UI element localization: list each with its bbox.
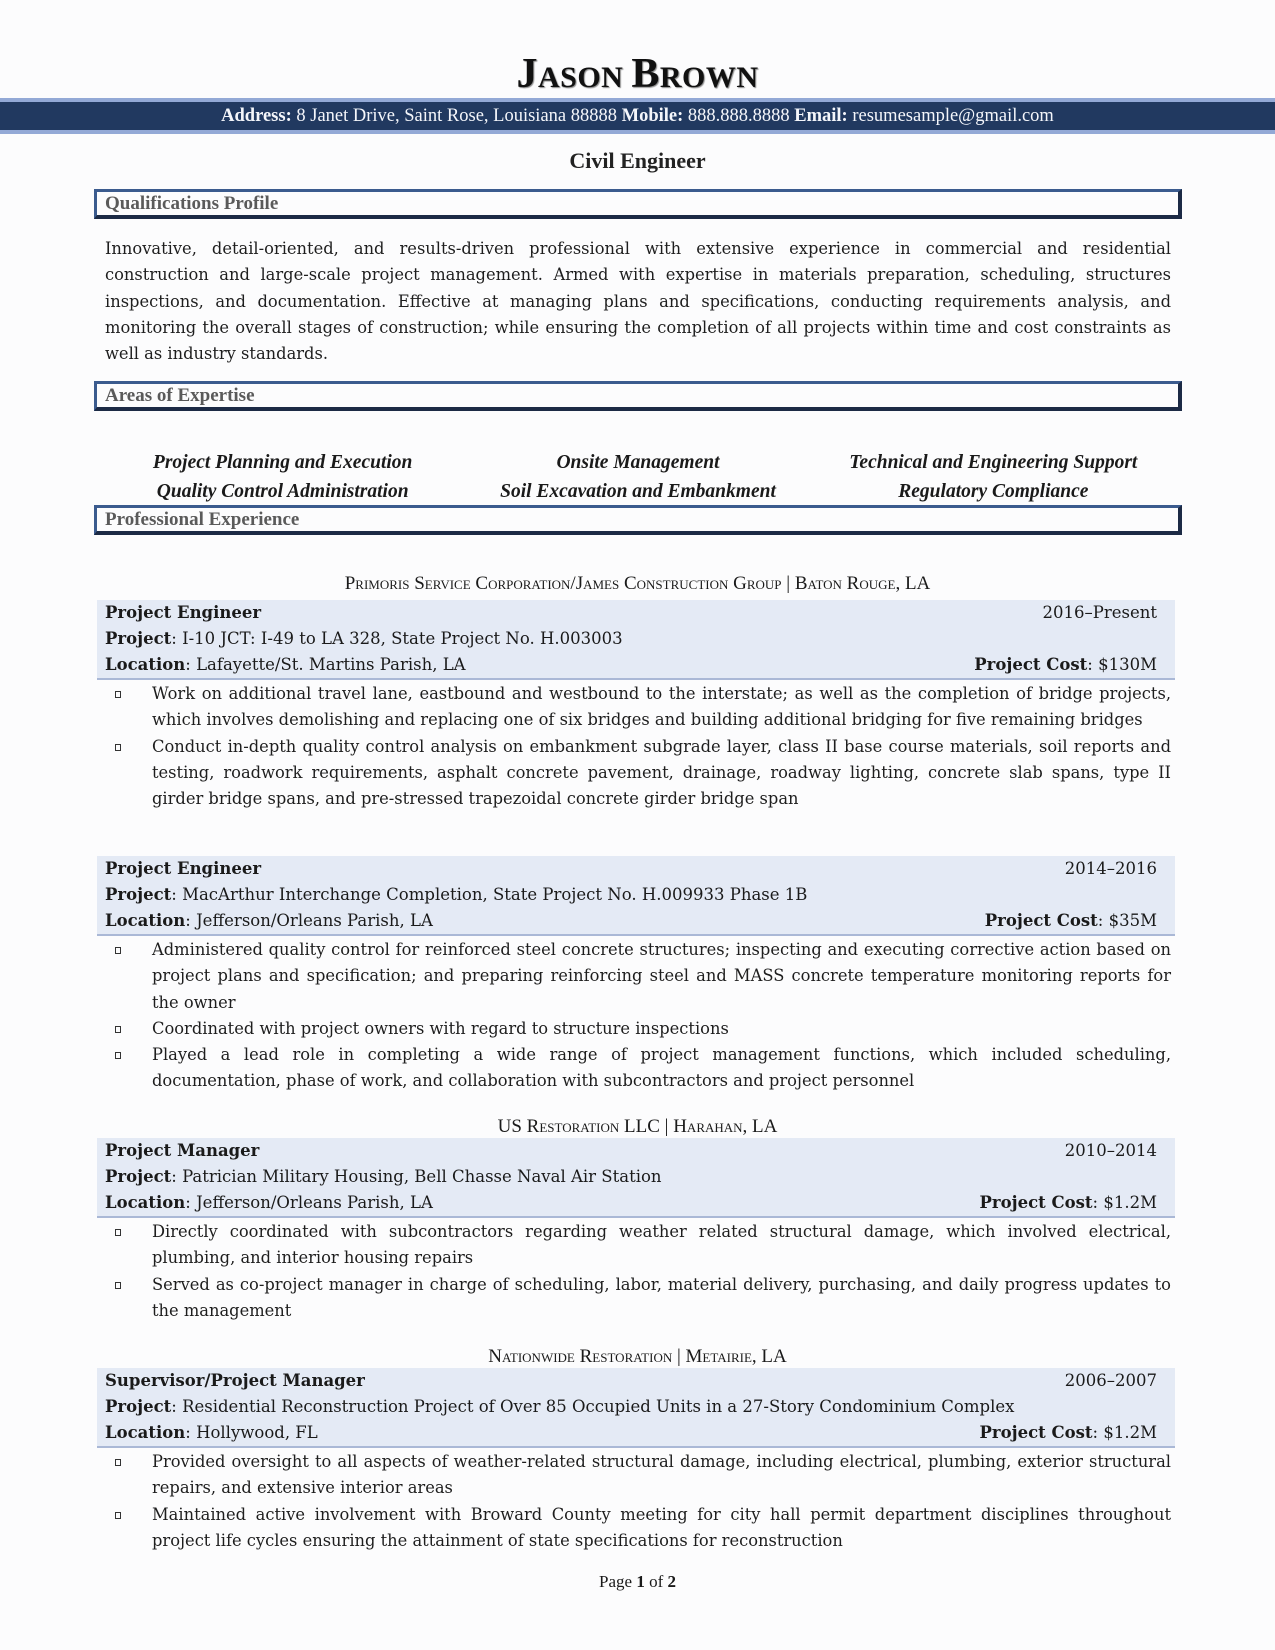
- cost-value: $35M: [1108, 911, 1157, 930]
- role-header: Project Manager 2010–2014 Project: Patrician Military Housing, Bell Chasse Naval Air Station Location: Jefferson/Orleans Parish, LA Project Cost: $1.2M: [97, 1138, 1175, 1218]
- email-value[interactable]: resumesample@gmail.com: [852, 106, 1054, 126]
- location-value: Jefferson/Orleans Parish, LA: [196, 911, 433, 930]
- role-header: Supervisor/Project Manager 2006–2007 Project: Residential Reconstruction Project of Over 85 Occupied Units in a 27-Story Condominium Complex Location: Hollywood, FL Project Cost: $1.2M: [97, 1368, 1175, 1448]
- role-title: Project Engineer: [105, 859, 262, 878]
- project-value: Residential Reconstruction Project of Over 85 Occupied Units in a 27-Story Condominium Complex: [182, 1397, 1015, 1416]
- list-item: Provided oversight to all aspects of weather-related structural damage, including electrical, plumbing, exterior structural repairs, and extensive interior areas: [105, 1449, 1171, 1502]
- square-bullet-icon: [115, 1026, 121, 1033]
- location-label: Location: [105, 1423, 186, 1442]
- role-dates: 2016–Present: [1042, 603, 1157, 622]
- role-bullets: [105, 937, 1171, 1095]
- square-bullet-icon: [115, 947, 121, 954]
- expertise-item: Technical and Engineering Support: [849, 452, 1138, 473]
- project-value: I-10 JCT: I-49 to LA 328, State Project No. H.003003: [182, 629, 623, 648]
- company-name: Primoris Service Corporation/James Construction Group | Baton Rouge, LA: [344, 573, 931, 594]
- location-value: Lafayette/St. Martins Parish, LA: [196, 655, 466, 674]
- cost-value: $1.2M: [1103, 1193, 1157, 1212]
- expertise-item: Regulatory Compliance: [898, 481, 1089, 502]
- location-value: Jefferson/Orleans Parish, LA: [196, 1193, 433, 1212]
- company-name: Nationwide Restoration | Metairie, LA: [488, 1346, 787, 1367]
- square-bullet-icon: [115, 1512, 121, 1519]
- role-title: Project Manager: [105, 1141, 260, 1160]
- project-label: Project: [105, 629, 172, 648]
- contact-info: [0, 102, 1275, 130]
- list-item: Directly coordinated with subcontractors regarding weather related structural damage, which involved electrical, plumbing, and interior housing repairs: [105, 1219, 1171, 1272]
- square-bullet-icon: [115, 691, 121, 698]
- square-bullet-icon: [115, 744, 121, 751]
- role-bullets: [105, 1449, 1171, 1554]
- cost-label: Project Cost: [979, 1193, 1093, 1212]
- role-dates: 2010–2014: [1064, 1141, 1157, 1160]
- address-value: 8 Janet Drive, Saint Rose, Louisiana 88888: [296, 106, 617, 126]
- candidate-name: JASON BROWN: [516, 51, 759, 97]
- expertise-item: Onsite Management: [556, 452, 720, 473]
- section-expertise-heading: Areas of Expertise: [94, 381, 1182, 411]
- role-header: Project Engineer 2016–Present Project: I-10 JCT: I-49 to LA 328, State Project No. H.003003 Location: Lafayette/St. Martins Parish, LA Project Cost: $130M: [97, 600, 1175, 680]
- list-item: Served as co-project manager in charge of scheduling, labor, material delivery, purchasing, and daily progress updates to the management: [105, 1272, 1171, 1325]
- role-title: Supervisor/Project Manager: [105, 1371, 365, 1390]
- qualifications-text: Innovative, detail-oriented, and results-driven professional with extensive experience in commercial and residential construction and large-scale project management. Armed with expertise in materials preparation, scheduling, structures inspections, and documentation. Effective at managing plans and specifications, conducting requirements analysis, and monitoring the overall stages of construction; while ensuring the completion of all projects within time and cost constraints as well as industry standards.: [105, 239, 1171, 364]
- project-label: Project: [105, 1397, 172, 1416]
- expertise-item: Quality Control Administration: [156, 481, 409, 502]
- role-bullets: [105, 681, 1171, 812]
- location-label: Location: [105, 911, 186, 930]
- list-item: Played a lead role in completing a wide range of project management functions, which included scheduling, documentation, phase of work, and collaboration with subcontractors and project personnel: [105, 1042, 1171, 1095]
- role-header: Project Engineer 2014–2016 Project: MacArthur Interchange Completion, State Project No. H.009933 Phase 1B Location: Jefferson/Orleans Parish, LA Project Cost: $35M: [97, 856, 1175, 936]
- role-bullets: [105, 1219, 1171, 1324]
- email-label: Email:: [794, 106, 848, 126]
- location-label: Location: [105, 655, 186, 674]
- project-label: Project: [105, 1167, 172, 1186]
- list-item: Maintained active involvement with Broward County meeting for city hall permit department disciplines throughout project life cycles ensuring the attainment of state specifications for reconstruction: [105, 1502, 1171, 1555]
- list-item: Coordinated with project owners with regard to structure inspections: [105, 1016, 1171, 1042]
- role-title: Project Engineer: [105, 603, 262, 622]
- cost-value: $130M: [1098, 655, 1157, 674]
- square-bullet-icon: [115, 1229, 121, 1236]
- page-number: Page 1 of 2: [599, 1572, 676, 1591]
- expertise-item: Project Planning and Execution: [152, 452, 413, 473]
- square-bullet-icon: [115, 1459, 121, 1466]
- mobile-value: 888.888.8888: [687, 106, 790, 126]
- role-dates: 2014–2016: [1064, 859, 1157, 878]
- contact-band: [0, 98, 1275, 134]
- expertise-grid: [105, 449, 1171, 505]
- cost-label: Project Cost: [974, 655, 1088, 674]
- address-label: Address:: [221, 106, 292, 126]
- job-title: Civil Engineer: [569, 148, 706, 173]
- expertise-item: Soil Excavation and Embankment: [500, 481, 776, 502]
- company-name: US Restoration LLC | Harahan, LA: [497, 1116, 778, 1137]
- section-qualifications-heading: Qualifications Profile: [94, 189, 1182, 219]
- square-bullet-icon: [115, 1282, 121, 1289]
- square-bullet-icon: [115, 1052, 121, 1059]
- location-value: Hollywood, FL: [196, 1423, 318, 1442]
- project-label: Project: [105, 885, 172, 904]
- list-item: Work on additional travel lane, eastbound and westbound to the interstate; as well as the completion of bridge projects, which involves demolishing and replacing one of six bridges and building additional bridging for five remaining bridges: [105, 681, 1171, 734]
- project-value: Patrician Military Housing, Bell Chasse Naval Air Station: [182, 1167, 662, 1186]
- cost-value: $1.2M: [1103, 1423, 1157, 1442]
- mobile-label: Mobile:: [621, 106, 684, 126]
- role-dates: 2006–2007: [1064, 1371, 1157, 1390]
- cost-label: Project Cost: [979, 1423, 1093, 1442]
- list-item: Conduct in-depth quality control analysis on embankment subgrade layer, class II base course materials, soil reports and testing, roadwork requirements, asphalt concrete pavement, drainage, roadway lighting, concrete slab spans, type II girder bridge spans, and pre-stressed trapezoidal concrete girder bridge span: [105, 734, 1171, 813]
- project-value: MacArthur Interchange Completion, State Project No. H.009933 Phase 1B: [182, 885, 808, 904]
- list-item: Administered quality control for reinforced steel concrete structures; inspecting and executing corrective action based on project plans and specification; and preparing reinforcing steel and MASS concrete temperature monitoring reports for the owner: [105, 937, 1171, 1016]
- cost-label: Project Cost: [984, 911, 1098, 930]
- location-label: Location: [105, 1193, 186, 1212]
- section-experience-heading: Professional Experience: [94, 505, 1182, 535]
